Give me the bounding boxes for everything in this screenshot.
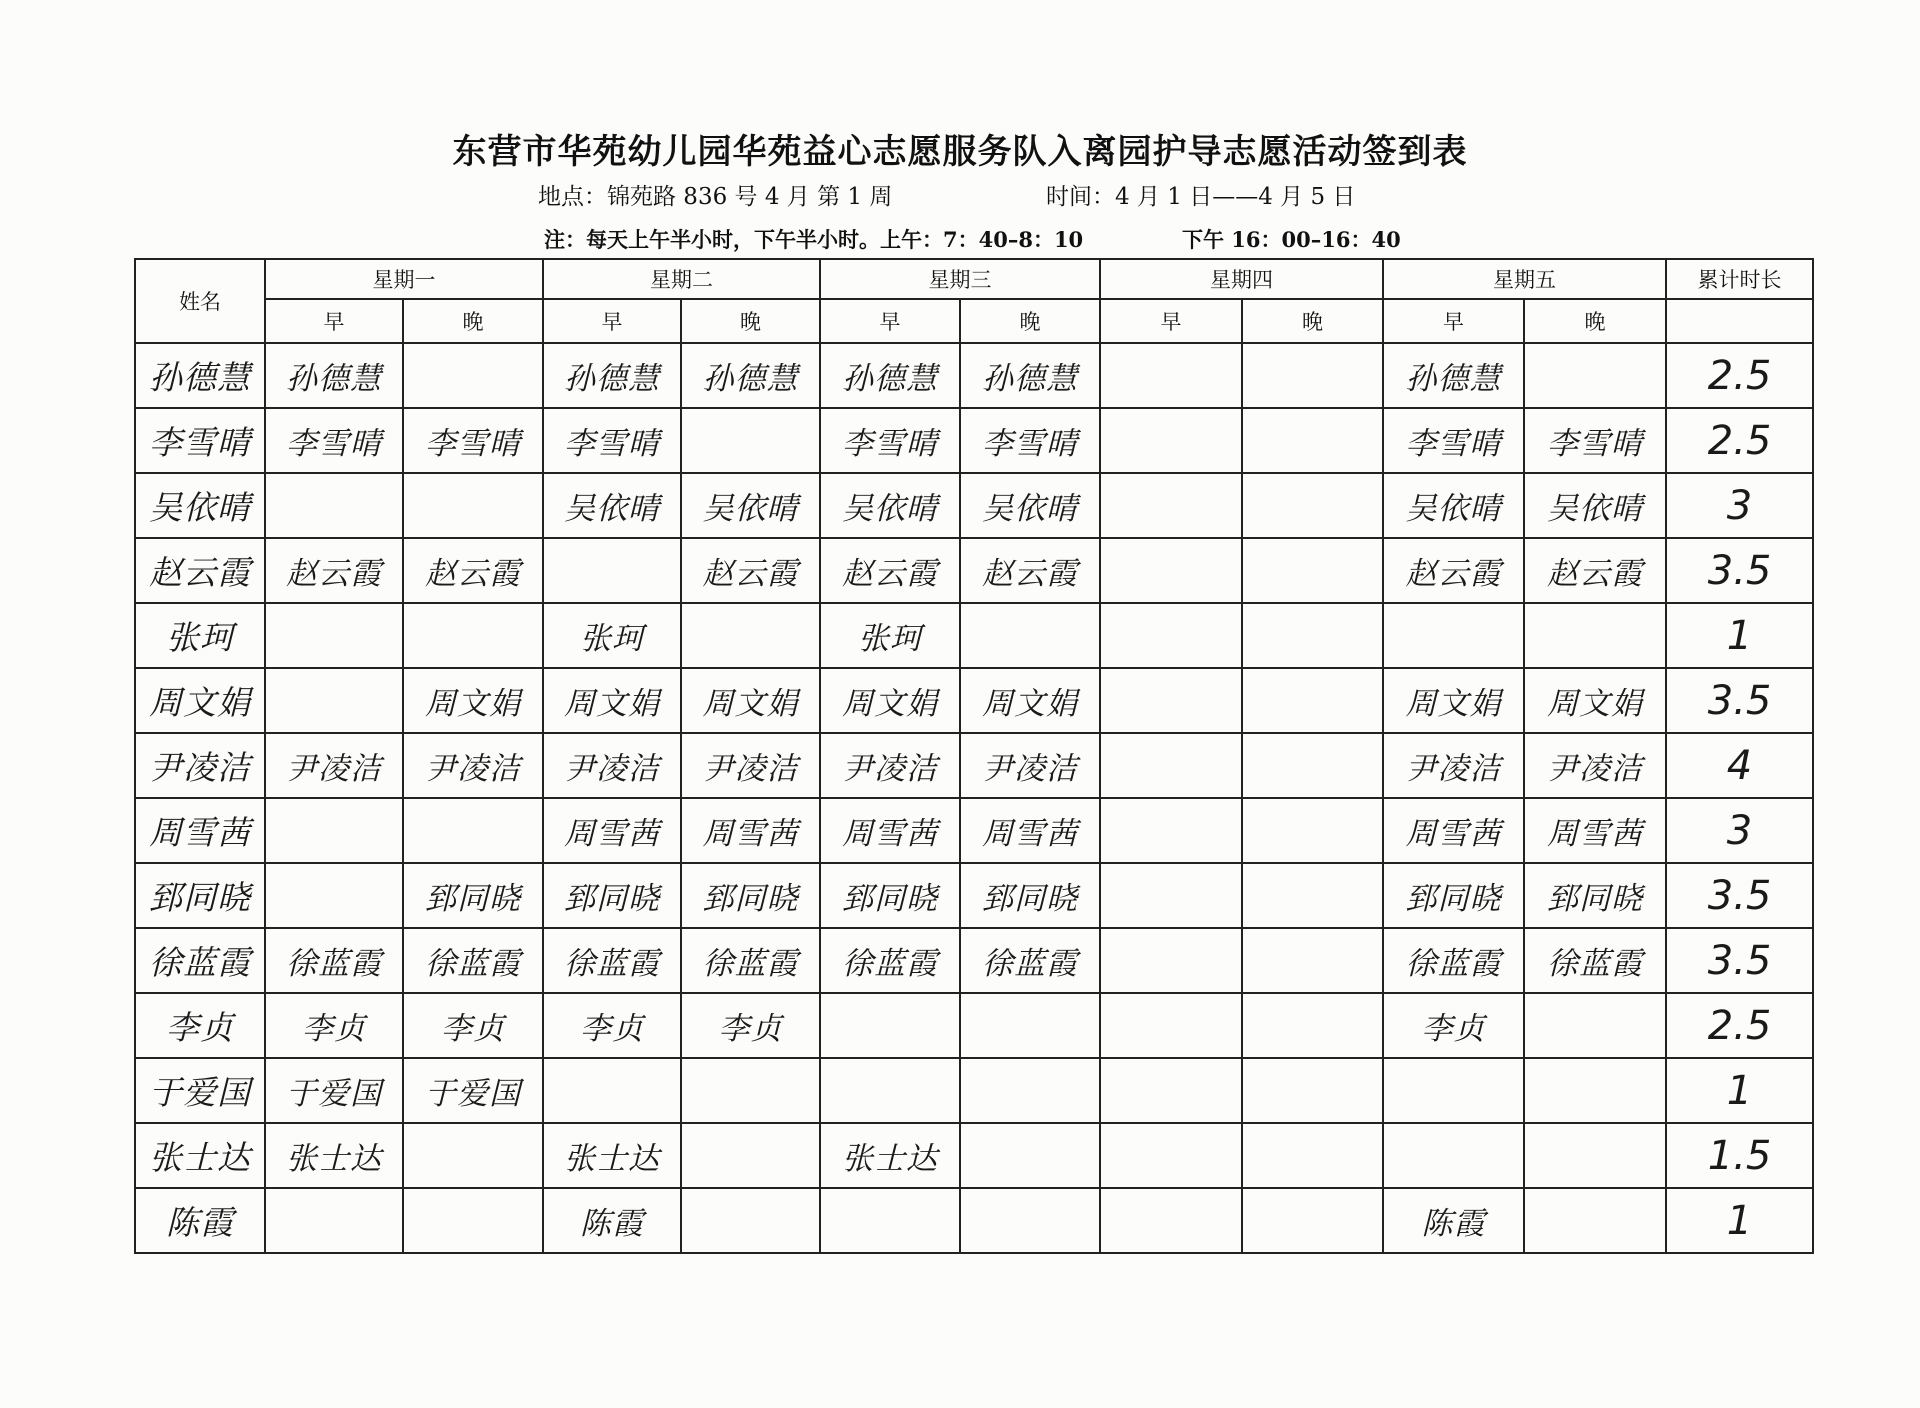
total-hours: 3.5 (1666, 928, 1813, 993)
signature-tue-pm (681, 1058, 820, 1123)
signature-mon-am: 尹凌洁 (265, 733, 403, 798)
signature-thu-pm (1242, 538, 1383, 603)
signature-tue-pm: 吴依晴 (681, 473, 820, 538)
total-hours: 3.5 (1666, 668, 1813, 733)
signature-tue-am: 陈霞 (543, 1188, 681, 1253)
total-blank-header (1666, 299, 1813, 343)
signature-mon-pm: 于爱国 (403, 1058, 543, 1123)
total-hours: 4 (1666, 733, 1813, 798)
signature-mon-am: 徐蓝霞 (265, 928, 403, 993)
signature-wed-am: 李雪晴 (820, 408, 960, 473)
signature-mon-am (265, 798, 403, 863)
signature-tue-pm (681, 1188, 820, 1253)
table-row (135, 928, 1813, 993)
signature-tue-am: 周文娟 (543, 668, 681, 733)
table-row (135, 343, 1813, 408)
volunteer-name: 陈霞 (135, 1188, 265, 1253)
signature-mon-pm (403, 473, 543, 538)
signature-mon-am: 李贞 (265, 993, 403, 1058)
volunteer-name: 吴依晴 (135, 473, 265, 538)
signature-fri-pm (1524, 1188, 1666, 1253)
signature-tue-am (543, 1058, 681, 1123)
volunteer-name: 李贞 (135, 993, 265, 1058)
signature-fri-am (1383, 1123, 1524, 1188)
signature-mon-pm (403, 1123, 543, 1188)
signature-mon-pm: 徐蓝霞 (403, 928, 543, 993)
note-afternoon: 下午 16：00–16：40 (1182, 227, 1401, 252)
signature-mon-pm: 郅同晓 (403, 863, 543, 928)
evening-header: 晚 (1242, 299, 1383, 343)
total-hours: 1 (1666, 1058, 1813, 1123)
signature-thu-am (1100, 668, 1242, 733)
signature-tue-pm: 周文娟 (681, 668, 820, 733)
signature-tue-am: 郅同晓 (543, 863, 681, 928)
evening-header: 晚 (1524, 299, 1666, 343)
signature-fri-am: 吴依晴 (1383, 473, 1524, 538)
table-row (135, 733, 1813, 798)
signature-fri-pm (1524, 603, 1666, 668)
day-header-thu: 星期四 (1100, 259, 1383, 299)
signature-mon-pm (403, 603, 543, 668)
morning-header: 早 (820, 299, 960, 343)
table-row (135, 993, 1813, 1058)
total-hours: 2.5 (1666, 993, 1813, 1058)
table-row (135, 473, 1813, 538)
signature-thu-am (1100, 1123, 1242, 1188)
signature-fri-pm (1524, 1123, 1666, 1188)
volunteer-name: 孙德慧 (135, 343, 265, 408)
signature-fri-am: 周雪茜 (1383, 798, 1524, 863)
name-header: 姓名 (135, 259, 265, 343)
signature-fri-am: 尹凌洁 (1383, 733, 1524, 798)
signature-thu-pm (1242, 798, 1383, 863)
signature-tue-am: 周雪茜 (543, 798, 681, 863)
morning-header: 早 (1383, 299, 1524, 343)
signature-mon-am (265, 668, 403, 733)
table-row (135, 1123, 1813, 1188)
signature-fri-pm: 徐蓝霞 (1524, 928, 1666, 993)
signature-fri-am: 李贞 (1383, 993, 1524, 1058)
table-row (135, 603, 1813, 668)
signature-mon-pm: 李雪晴 (403, 408, 543, 473)
signature-thu-am (1100, 1058, 1242, 1123)
signature-tue-pm: 郅同晓 (681, 863, 820, 928)
signature-thu-pm (1242, 733, 1383, 798)
signature-wed-pm: 孙德慧 (960, 343, 1100, 408)
signature-thu-am (1100, 538, 1242, 603)
signature-fri-am: 李雪晴 (1383, 408, 1524, 473)
signature-wed-am: 周文娟 (820, 668, 960, 733)
signature-wed-pm (960, 1188, 1100, 1253)
total-hours-header: 累计时长 (1666, 259, 1813, 299)
table-row (135, 1188, 1813, 1253)
signature-tue-pm: 李贞 (681, 993, 820, 1058)
day-header-fri: 星期五 (1383, 259, 1666, 299)
table-row (135, 1058, 1813, 1123)
evening-header: 晚 (681, 299, 820, 343)
total-hours: 2.5 (1666, 343, 1813, 408)
morning-header: 早 (265, 299, 403, 343)
signature-wed-am: 吴依晴 (820, 473, 960, 538)
volunteer-name: 郅同晓 (135, 863, 265, 928)
signature-mon-am (265, 863, 403, 928)
header-row-shifts (135, 299, 1813, 343)
signature-wed-pm: 赵云霞 (960, 538, 1100, 603)
signature-wed-pm: 周雪茜 (960, 798, 1100, 863)
signature-thu-pm (1242, 993, 1383, 1058)
signature-thu-pm (1242, 863, 1383, 928)
signature-mon-pm: 周文娟 (403, 668, 543, 733)
signature-wed-am: 尹凌洁 (820, 733, 960, 798)
volunteer-name: 周文娟 (135, 668, 265, 733)
signature-mon-pm (403, 343, 543, 408)
document-title: 东营市华苑幼儿园华苑益心志愿服务队入离园护导志愿活动签到表 (452, 132, 1468, 172)
signature-wed-am: 张士达 (820, 1123, 960, 1188)
table-row (135, 538, 1813, 603)
signature-fri-am: 孙德慧 (1383, 343, 1524, 408)
table-row (135, 408, 1813, 473)
signature-thu-am (1100, 408, 1242, 473)
signature-wed-am (820, 1188, 960, 1253)
signature-thu-pm (1242, 1188, 1383, 1253)
signature-wed-pm: 李雪晴 (960, 408, 1100, 473)
signature-fri-pm (1524, 1058, 1666, 1123)
signature-mon-am: 李雪晴 (265, 408, 403, 473)
evening-header: 晚 (403, 299, 543, 343)
signature-fri-am: 徐蓝霞 (1383, 928, 1524, 993)
signature-wed-am: 孙德慧 (820, 343, 960, 408)
signature-thu-am (1100, 863, 1242, 928)
signature-fri-pm: 尹凌洁 (1524, 733, 1666, 798)
table-row (135, 863, 1813, 928)
location-line: 地点：锦苑路 836 号 4 月 第 1 周 (538, 184, 893, 210)
signature-tue-am: 李雪晴 (543, 408, 681, 473)
signature-thu-pm (1242, 603, 1383, 668)
signature-wed-am: 张珂 (820, 603, 960, 668)
header-row-days (135, 259, 1813, 299)
signature-mon-am: 赵云霞 (265, 538, 403, 603)
signature-fri-am: 郅同晓 (1383, 863, 1524, 928)
signature-fri-pm: 李雪晴 (1524, 408, 1666, 473)
signature-thu-am (1100, 603, 1242, 668)
signature-mon-pm: 尹凌洁 (403, 733, 543, 798)
signature-tue-pm: 徐蓝霞 (681, 928, 820, 993)
signature-mon-am (265, 473, 403, 538)
signature-wed-am: 周雪茜 (820, 798, 960, 863)
signature-thu-pm (1242, 408, 1383, 473)
signature-wed-am: 郅同晓 (820, 863, 960, 928)
signature-wed-am: 徐蓝霞 (820, 928, 960, 993)
signature-tue-pm: 周雪茜 (681, 798, 820, 863)
signature-thu-pm (1242, 343, 1383, 408)
signature-thu-am (1100, 928, 1242, 993)
signature-thu-am (1100, 993, 1242, 1058)
total-hours: 2.5 (1666, 408, 1813, 473)
signature-thu-am (1100, 343, 1242, 408)
signature-wed-pm: 尹凌洁 (960, 733, 1100, 798)
signature-mon-am: 孙德慧 (265, 343, 403, 408)
signature-fri-pm: 郅同晓 (1524, 863, 1666, 928)
total-hours: 3 (1666, 473, 1813, 538)
signature-tue-am: 李贞 (543, 993, 681, 1058)
morning-header: 早 (543, 299, 681, 343)
signature-wed-pm (960, 1123, 1100, 1188)
signature-wed-pm: 徐蓝霞 (960, 928, 1100, 993)
time-line: 时间：4 月 1 日——4 月 5 日 (1046, 184, 1356, 210)
signature-wed-pm: 周文娟 (960, 668, 1100, 733)
volunteer-name: 李雪晴 (135, 408, 265, 473)
signature-tue-pm (681, 603, 820, 668)
signature-wed-pm: 郅同晓 (960, 863, 1100, 928)
signature-wed-pm (960, 1058, 1100, 1123)
signature-wed-am (820, 1058, 960, 1123)
signature-thu-pm (1242, 1123, 1383, 1188)
volunteer-name: 张珂 (135, 603, 265, 668)
signature-thu-pm (1242, 928, 1383, 993)
morning-header: 早 (1100, 299, 1242, 343)
signature-thu-pm (1242, 668, 1383, 733)
signature-fri-pm (1524, 343, 1666, 408)
day-header-tue: 星期二 (543, 259, 820, 299)
volunteer-name: 徐蓝霞 (135, 928, 265, 993)
total-hours: 3 (1666, 798, 1813, 863)
signature-fri-pm: 周文娟 (1524, 668, 1666, 733)
signature-tue-am (543, 538, 681, 603)
total-hours: 1.5 (1666, 1123, 1813, 1188)
signature-thu-pm (1242, 1058, 1383, 1123)
signature-thu-am (1100, 1188, 1242, 1253)
volunteer-name: 尹凌洁 (135, 733, 265, 798)
day-header-wed: 星期三 (820, 259, 1100, 299)
signature-tue-pm: 赵云霞 (681, 538, 820, 603)
signature-mon-pm (403, 798, 543, 863)
volunteer-name: 于爱国 (135, 1058, 265, 1123)
day-header-mon: 星期一 (265, 259, 543, 299)
volunteer-name: 周雪茜 (135, 798, 265, 863)
signature-thu-am (1100, 473, 1242, 538)
signature-thu-am (1100, 798, 1242, 863)
signature-tue-pm (681, 1123, 820, 1188)
total-hours: 1 (1666, 603, 1813, 668)
signature-wed-pm (960, 603, 1100, 668)
signature-thu-pm (1242, 473, 1383, 538)
signature-mon-am (265, 603, 403, 668)
signature-tue-am: 徐蓝霞 (543, 928, 681, 993)
signature-mon-pm: 李贞 (403, 993, 543, 1058)
signature-fri-am (1383, 603, 1524, 668)
signature-fri-am: 陈霞 (1383, 1188, 1524, 1253)
table-row (135, 798, 1813, 863)
note-line: 注：每天上午半小时，下午半小时。上午：7：40–8：10 (544, 227, 1084, 252)
table-row (135, 668, 1813, 733)
total-hours: 3.5 (1666, 863, 1813, 928)
signature-mon-am (265, 1188, 403, 1253)
signature-mon-pm: 赵云霞 (403, 538, 543, 603)
signature-mon-am: 张士达 (265, 1123, 403, 1188)
signature-tue-pm (681, 408, 820, 473)
signature-fri-pm: 吴依晴 (1524, 473, 1666, 538)
signature-wed-pm (960, 993, 1100, 1058)
signature-fri-pm: 周雪茜 (1524, 798, 1666, 863)
signature-wed-am: 赵云霞 (820, 538, 960, 603)
volunteer-name: 张士达 (135, 1123, 265, 1188)
signature-fri-pm: 赵云霞 (1524, 538, 1666, 603)
signature-mon-am: 于爱国 (265, 1058, 403, 1123)
signature-fri-am (1383, 1058, 1524, 1123)
signature-tue-am: 张士达 (543, 1123, 681, 1188)
total-hours: 1 (1666, 1188, 1813, 1253)
evening-header: 晚 (960, 299, 1100, 343)
signature-fri-pm (1524, 993, 1666, 1058)
signature-wed-am (820, 993, 960, 1058)
signature-tue-am: 尹凌洁 (543, 733, 681, 798)
signature-tue-am: 吴依晴 (543, 473, 681, 538)
signature-tue-pm: 尹凌洁 (681, 733, 820, 798)
signature-tue-pm: 孙德慧 (681, 343, 820, 408)
signature-fri-am: 周文娟 (1383, 668, 1524, 733)
volunteer-name: 赵云霞 (135, 538, 265, 603)
total-hours: 3.5 (1666, 538, 1813, 603)
signature-thu-am (1100, 733, 1242, 798)
signature-tue-am: 张珂 (543, 603, 681, 668)
signature-wed-pm: 吴依晴 (960, 473, 1100, 538)
signature-fri-am: 赵云霞 (1383, 538, 1524, 603)
signature-tue-am: 孙德慧 (543, 343, 681, 408)
attendance-table (134, 258, 1814, 1254)
signature-mon-pm (403, 1188, 543, 1253)
